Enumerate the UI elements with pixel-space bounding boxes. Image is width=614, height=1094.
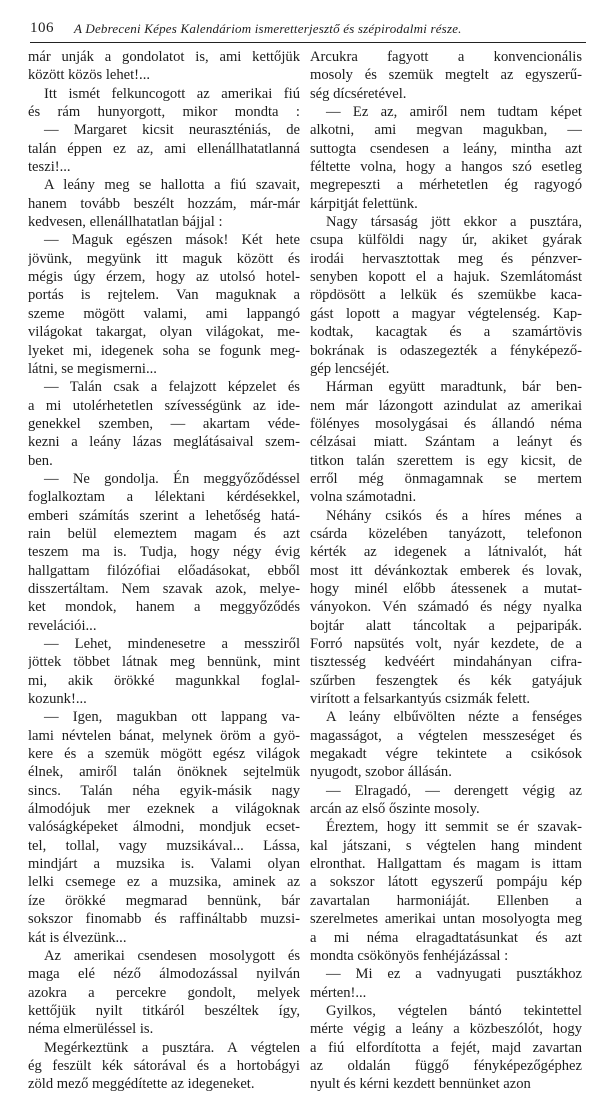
text-line: csupa külföldi nagy úr, akiket gyárak bbox=[310, 232, 582, 249]
text-line: azokra a percekre gondolt, melyek bbox=[28, 984, 300, 1001]
page-header bbox=[30, 20, 586, 40]
text-line: szerelmetes amerikai untan mosolyogta meg bbox=[310, 911, 582, 928]
text-line: irodái hervasztottak meg és pénzver- bbox=[310, 250, 582, 267]
text-line: ványokon. Vén számadó és négy nyalka bbox=[310, 599, 582, 616]
text-line: A leány meg se hallotta a fiú szavait, bbox=[44, 177, 300, 194]
text-line: kere és a szemük mögött egész világok bbox=[28, 746, 300, 763]
text-line: — Margaret kicsit neuraszténiás, de bbox=[44, 122, 300, 139]
text-line: ket mondok, hanem a meggyőződés bbox=[28, 599, 300, 616]
text-line: megakadt végre tekintete a csikósok bbox=[310, 746, 582, 763]
text-line: Nagy társaság jött ekkor a pusztára, bbox=[326, 214, 582, 231]
text-line: lyeket mi, idegenek soha se fogunk meg- bbox=[28, 342, 300, 359]
text-line: a mi utolérhetetlen szívességünk az ide- bbox=[28, 397, 300, 414]
text-line: mindjárt a muzsika is. Valami olyan bbox=[28, 856, 300, 873]
page-number: 106 bbox=[30, 20, 54, 36]
text-line: a sokszor látott egyszerű pompáju kép bbox=[310, 874, 582, 891]
text-line: portás is rejtelem. Van maguknak a bbox=[28, 287, 300, 304]
text-line: bojtár alatt táncoltak a pejparipák. bbox=[310, 617, 582, 634]
text-line: — Lehet, mindenesetre a messziről bbox=[44, 636, 300, 652]
text-line: már unják a gondolatot is, ami kettőjük bbox=[28, 49, 300, 65]
text-line: emberi számítás szerint a lehetőség hatá- bbox=[28, 507, 300, 524]
text-line: lelki csemege ez a muzsika, aminek az bbox=[28, 874, 300, 891]
text-line: disszertáltam. Nem szavak azok, melye- bbox=[28, 580, 300, 597]
text-line: ég feszült kék sátorával és a hortobágyi bbox=[28, 1057, 300, 1074]
text-line: tisztesség kedvéért mindahányan cifra- bbox=[310, 654, 582, 671]
text-line: bokrának is odaszegezték a fényképező- bbox=[310, 342, 582, 359]
text-line: hogy minél előbb átessenek a mutat- bbox=[310, 580, 582, 597]
text-line: zavartalan harmoniáját. Ellenben a bbox=[310, 892, 582, 909]
text-line: gást lopott a magyar végtelenség. Kap- bbox=[310, 305, 582, 322]
text-line: álmodójuk mer ezeknek a világoknak bbox=[28, 801, 300, 818]
text-line: kezni a leány lázas meglátásaival szem- bbox=[28, 434, 300, 451]
text-line: alkotni, ami megvan magukban, — bbox=[310, 122, 582, 139]
text-line: genekkel szemben, — akartam véde- bbox=[28, 415, 300, 432]
text-line: lami névtelen bánat, melynek öröm a gyö- bbox=[28, 727, 300, 744]
running-title: A Debreceni Képes Kalendáriom ismeretterjesztő és szépirodalmi része. bbox=[74, 21, 462, 36]
text-line: Itt ismét felkuncogott az amerikai fiú bbox=[44, 85, 300, 102]
text-line: talán éppen ez az, ami ellenállhatatlanná bbox=[28, 140, 300, 157]
text-line: Megérkeztünk a pusztára. A végtelen bbox=[44, 1039, 300, 1056]
text-line: — Ez az, amiről nem tudtam képet bbox=[326, 104, 582, 121]
text-line: ség dícséretével. bbox=[310, 85, 407, 102]
text-line: kettőjük nyilt titkáról beszéltek így, bbox=[28, 1002, 300, 1019]
text-line: szűrben feszengtek és kék gatyájuk bbox=[310, 672, 582, 689]
text-line: látni, se megismerni... bbox=[28, 360, 157, 377]
text-line: Arcukra fagyott a konvencionális bbox=[310, 49, 582, 65]
text-line: kal játszani, s végtelen hang mindent bbox=[310, 837, 582, 854]
text-line: arcán az első őszinte mosoly. bbox=[310, 801, 480, 818]
left-column bbox=[28, 48, 300, 1094]
text-line: titkon talán szerettem is egy kicsit, de bbox=[310, 452, 582, 469]
text-line: volna számotadni. bbox=[310, 489, 417, 506]
text-line: gép lencséjét. bbox=[310, 360, 390, 377]
text-line: — Elragadó, — derengett végig az bbox=[326, 782, 582, 799]
text-line: kárpitját felettünk. bbox=[310, 195, 418, 212]
text-line: és rám hunyorgott, mikor mondta : bbox=[28, 104, 300, 121]
text-line: élnek, amiről talán önöknek sejtelmük bbox=[28, 764, 300, 781]
text-line: hanem tovább beszélt hozzám, már-már bbox=[28, 195, 300, 212]
text-line: íze örökké megmarad bennünk, bár bbox=[28, 892, 300, 909]
text-line: mérte végig a leány a közbeszólót, hogy bbox=[310, 1021, 582, 1038]
text-line: kodtak, kacagtak és a szamártövis bbox=[310, 324, 582, 341]
text-line: — Ne gondolja. Én meggyőződéssel bbox=[44, 470, 300, 487]
text-line: Éreztem, hogy itt semmit se ér szavak- bbox=[326, 819, 582, 836]
text-line: — Talán csak a felajzott képzelet és bbox=[44, 379, 300, 396]
text-line: csárda közelében tanyázott, telefonon bbox=[310, 525, 582, 542]
text-line: elronthat. Hallgattam és magam is ittam bbox=[310, 856, 582, 873]
text-line: revelációi... bbox=[28, 617, 97, 634]
text-line: szeme mögött valami, ami lappangó bbox=[28, 305, 300, 322]
text-line: kedvesen, ellenállhatatlan bájjal : bbox=[28, 214, 223, 231]
text-line: zöld mező meggédítette az idegeneket. bbox=[28, 1076, 255, 1093]
text-line: magasságot, a végtelen messzeséget és bbox=[310, 727, 582, 744]
text-line: jöttek többet látnak meg bennünk, mint bbox=[28, 654, 300, 671]
text-line: hallgattam filózófiai előadásokat, ebből bbox=[28, 562, 300, 579]
header-rule bbox=[30, 42, 586, 43]
text-line: a fiú elfordította a fejét, majd zavartan bbox=[310, 1039, 582, 1056]
text-line: a mi néma elragadtatásunkat és azt bbox=[310, 929, 582, 946]
text-line: között közös lehet!... bbox=[28, 67, 150, 84]
text-line: nyult és kérni kezdett bennünket azon bbox=[310, 1076, 531, 1093]
text-line: most itt dévánkoztak emberek és lovak, bbox=[310, 562, 582, 579]
text-line: mérten!... bbox=[310, 984, 367, 1001]
text-line: Forró napsütés volt, nyár kezdete, de a bbox=[310, 636, 582, 652]
text-line: féltette volna, hogy a hangos szó esetleg bbox=[310, 159, 582, 176]
text-line: — Maguk egészen mások! Két hete bbox=[44, 232, 300, 249]
text-line: röpdösött a lelkük és szemükbe kaca- bbox=[310, 287, 582, 304]
text-line: valóságképeket álmodni, mondjuk ecset- bbox=[28, 819, 300, 836]
text-line: Az amerikai csendesen mosolygott és bbox=[44, 947, 300, 964]
text-line: megrepeszti a mérhetetlen ég ragyogó bbox=[310, 177, 582, 194]
text-line: sincs. Talán néha egyik-másik nagy bbox=[28, 782, 300, 799]
text-line: mondta csökönyös fenhéjázással : bbox=[310, 947, 509, 964]
text-line: erről még önmagamnak se mertem bbox=[310, 470, 582, 487]
text-line: foglalkoztam a lélektani kérdésekkel, bbox=[28, 489, 300, 506]
text-line: nem már lázongott azindulat az amerikai bbox=[310, 397, 582, 414]
text-line: — Mi ez a vadnyugati pusztákhoz bbox=[326, 966, 582, 983]
text-line: maga elé néző álmodozással nyilván bbox=[28, 966, 300, 983]
text-line: kát is élvezünk... bbox=[28, 929, 127, 946]
text-line: teszem ma is. Tudja, hogy négy évig bbox=[28, 544, 300, 561]
text-line: az oldalán függő fényképezőgéphez bbox=[310, 1057, 582, 1074]
text-line: Gyilkos, végtelen bántó tekintettel bbox=[326, 1002, 582, 1019]
text-line: fölényes mosolygásai és állandó néma bbox=[310, 415, 582, 432]
text-line: sokszor finomabb és raffináltabb muzsi- bbox=[28, 911, 300, 928]
text-line: kérték az idegenek a látnivalót, hát bbox=[310, 544, 582, 561]
right-column bbox=[310, 48, 582, 1094]
text-line: senyben kopott el a hajuk. Szemlátomást bbox=[310, 269, 582, 286]
text-line: jövünk, megyünk itt maguk között és bbox=[28, 250, 300, 267]
text-line: kozunk!... bbox=[28, 691, 87, 708]
text-line: A leány elbűvölten nézte a fenséges bbox=[326, 709, 582, 726]
text-line: tel, tollal, vagy muzsikával... Lássa, bbox=[28, 837, 300, 854]
text-line: Néhány csikós és a híres ménes a bbox=[326, 507, 582, 524]
text-line: Hárman együtt maradtunk, bár ben- bbox=[326, 379, 582, 396]
text-line: teszi!... bbox=[28, 159, 71, 176]
text-line: — Igen, magukban ott lappang va- bbox=[44, 709, 300, 726]
text-line: virított a felsarkantyús csizmák felett. bbox=[310, 691, 531, 708]
text-line: célzásai miatt. Szántam a leányt és bbox=[310, 434, 582, 451]
text-line: nyugodt, szobor állásán. bbox=[310, 764, 452, 781]
text-line: mosoly és szemük megtelt az egyszerű- bbox=[310, 67, 582, 84]
text-line: rain belül elemeztem magam és azt bbox=[28, 525, 300, 542]
text-line: mi, akik örökké magunkkal foglal- bbox=[28, 672, 300, 689]
text-line: néma elmerüléssel is. bbox=[28, 1021, 154, 1038]
text-line: mégis úgy érzem, hogy az utolsó hotel- bbox=[28, 269, 300, 286]
text-line: ben. bbox=[28, 452, 53, 469]
text-line: suttogta csendesen a leány, mintha azt bbox=[310, 140, 582, 157]
text-line: világokat takargat, olyan világokat, me- bbox=[28, 324, 300, 341]
